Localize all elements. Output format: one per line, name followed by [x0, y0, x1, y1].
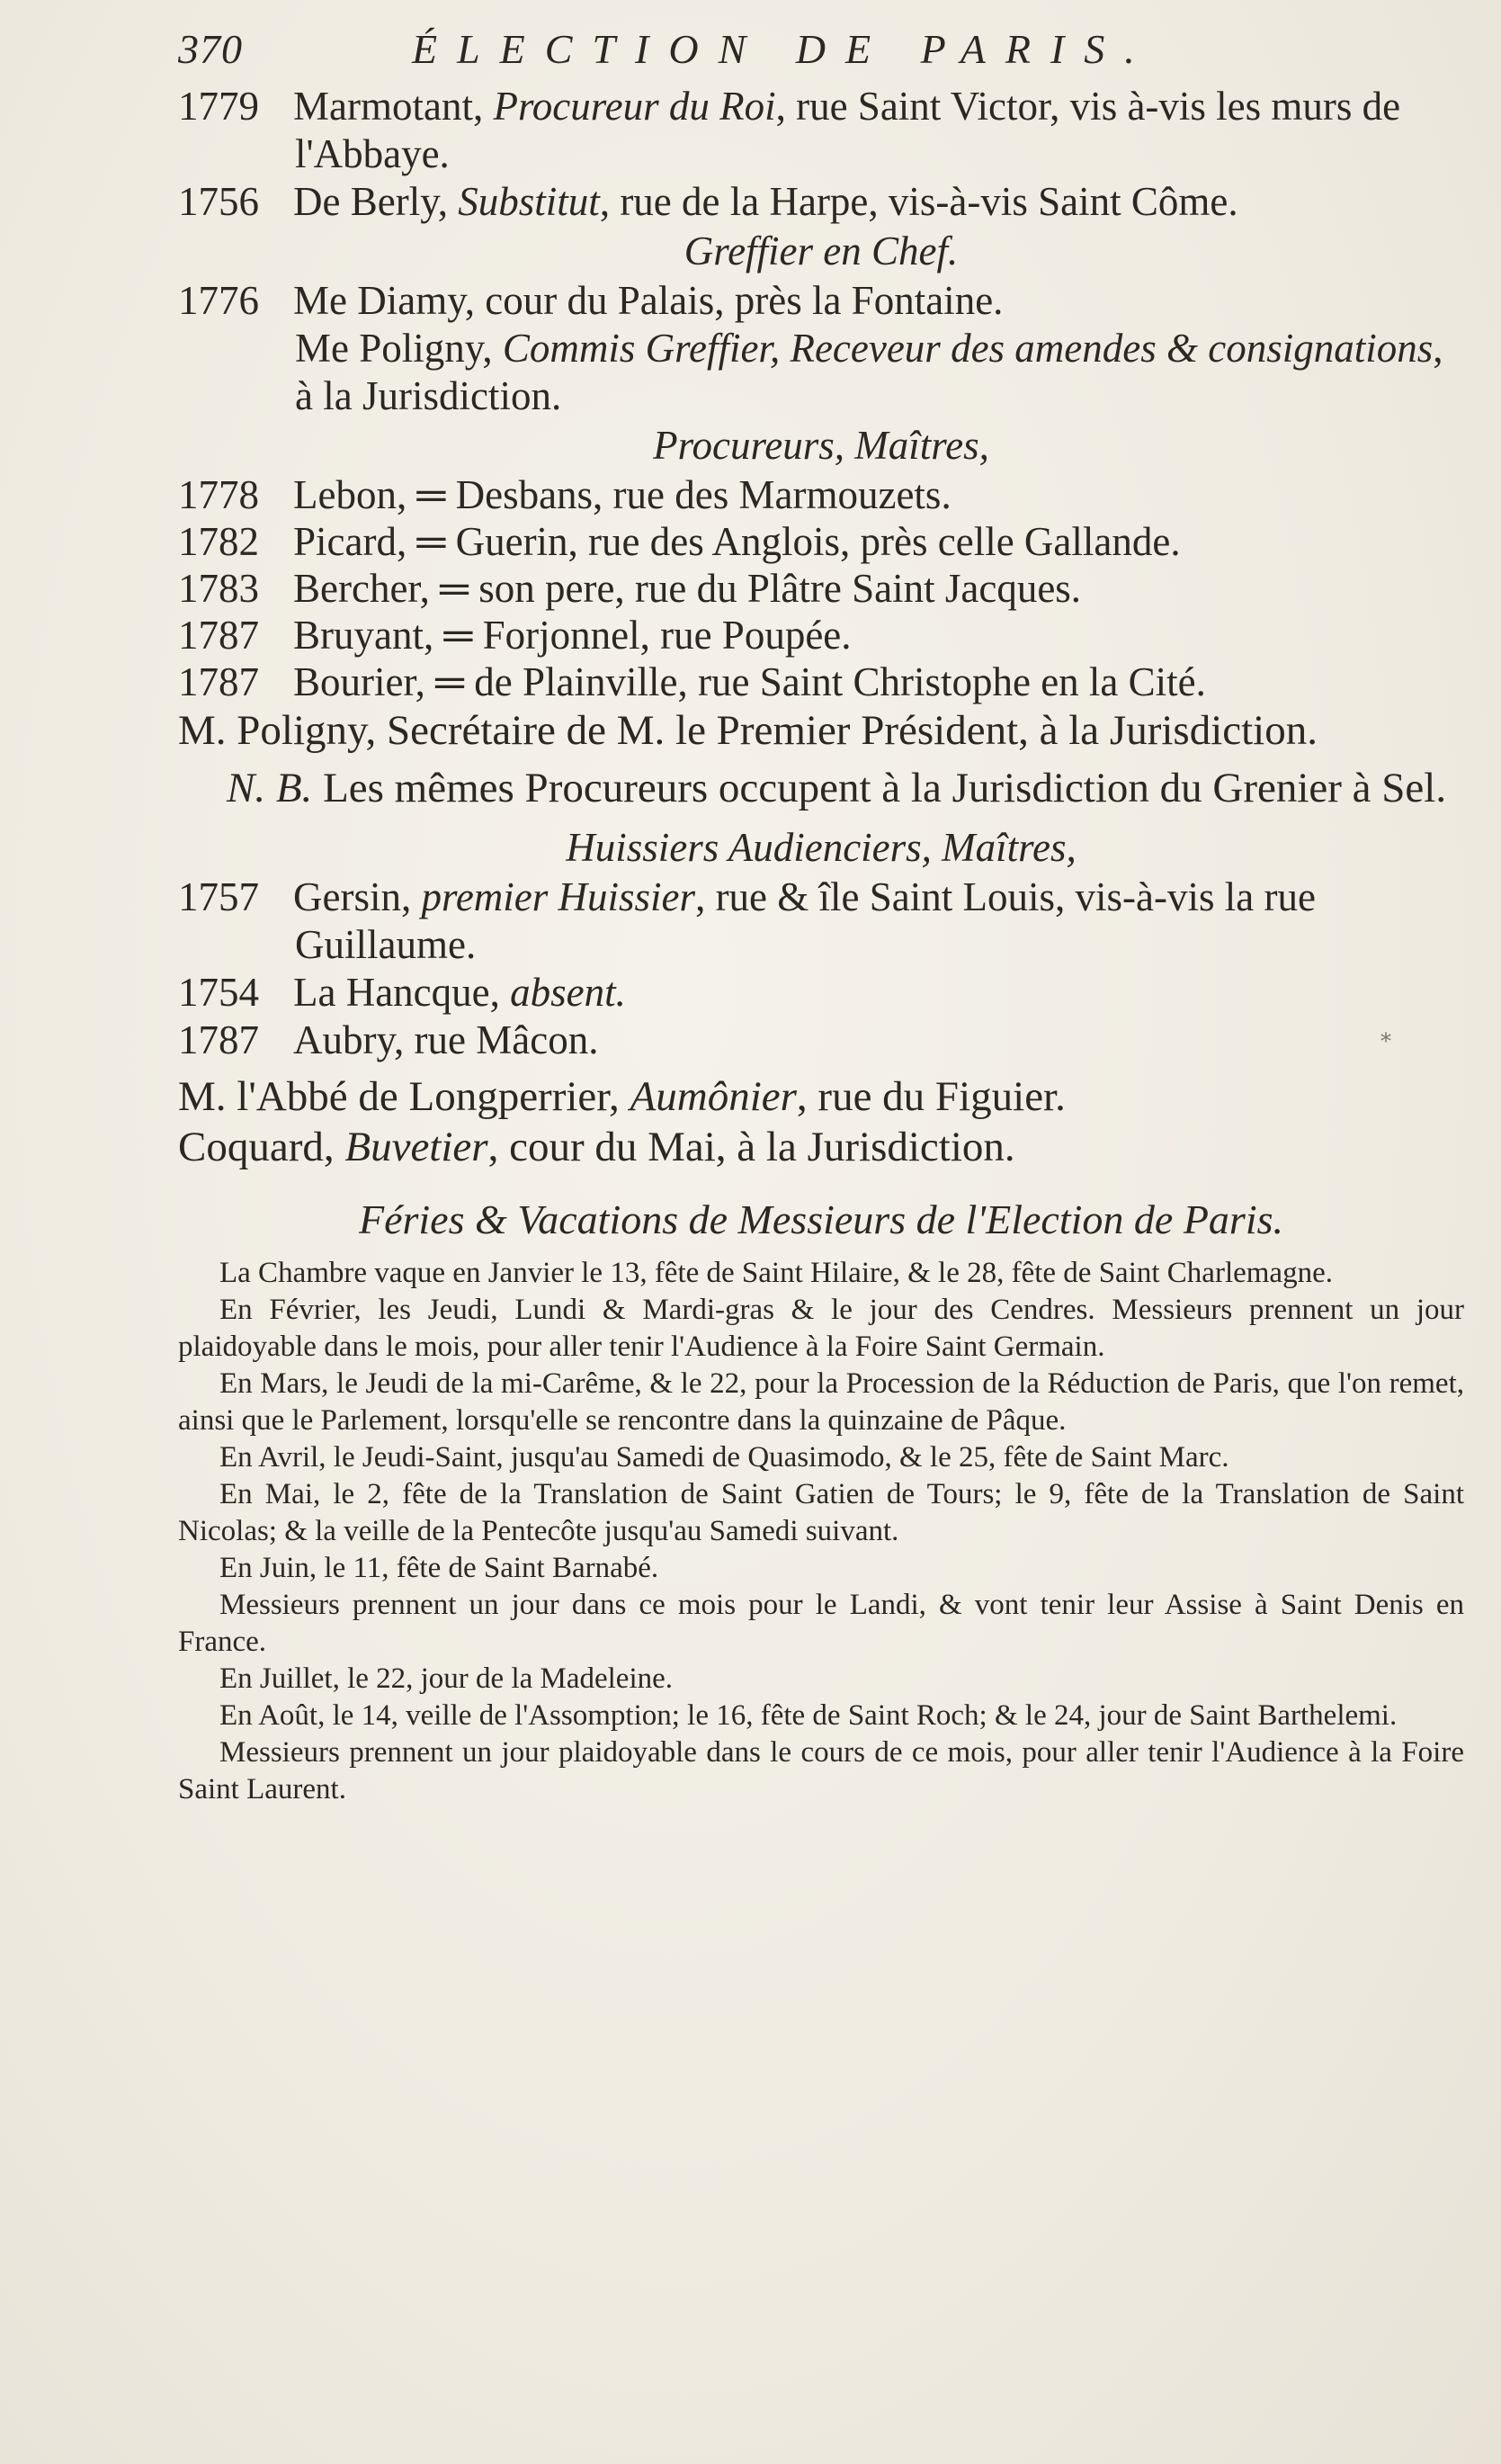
- entry-rest: , à la Jurisdiction.: [295, 326, 1443, 418]
- feries-paragraph: La Chambre vaque en Janvier le 13, fête de Saint Hilaire, & le 28, fête de Saint Charlemagne.: [219, 1257, 1333, 1289]
- entry-rest: , rue Saint Victor, vis à-vis les murs de l'Abbaye.: [295, 84, 1401, 176]
- huissiers-list: [178, 874, 1464, 1064]
- entry-year: 1783: [178, 566, 259, 611]
- content: [178, 25, 1464, 1808]
- running-head: ÉLECTION DE PARIS.: [412, 26, 1155, 72]
- feries-paragraph: Messieurs prennent un jour dans ce mois pour le Landi, & vont tenir leur Assise à Saint Denis en France.: [178, 1589, 1464, 1658]
- entry-text: Marmotant,: [293, 84, 494, 129]
- heading-greffier: Greffier en Chef.: [683, 228, 959, 273]
- entry-year: 1779: [178, 84, 259, 129]
- list-item: [178, 1017, 1464, 1064]
- entry-text: Bercher, ═ son pere, rue du Plâtre Saint Jacques.: [293, 566, 1082, 611]
- entry-text: M. l'Abbé de Longperrier,: [178, 1073, 630, 1120]
- entry-role: Aumônier: [630, 1073, 797, 1120]
- entry-text: Gersin,: [293, 874, 422, 919]
- feries-paragraph: Messieurs prennent un jour plaidoyable dans le cours de ce mois, pour aller tenir l'Audience à la Foire Saint Laurent.: [178, 1736, 1464, 1805]
- entry-year: 1778: [178, 472, 259, 517]
- list-item: [178, 612, 1464, 659]
- entry-secretaire: M. Poligny, Secrétaire de M. le Premier Président, à la Jurisdiction.: [178, 707, 1318, 754]
- entry-role: premier Huissier: [421, 874, 696, 919]
- feries-paragraph: En Avril, le Jeudi-Saint, jusqu'au Samedi de Quasimodo, & le 25, fête de Saint Marc.: [219, 1441, 1229, 1474]
- entry-role: Buvetier: [344, 1124, 488, 1170]
- entry-text: Me Diamy, cour du Palais, près la Fontaine.: [293, 278, 1004, 323]
- entry-year: 1754: [178, 970, 259, 1015]
- list-item: [178, 874, 1464, 969]
- feries-list: [178, 1255, 1464, 1808]
- entry-role: Procureur du Roi: [493, 84, 776, 129]
- entry-rest: , rue du Figuier.: [796, 1073, 1066, 1120]
- entry-rest: , rue & île Saint Louis, vis-à-vis la rue Guillaume.: [295, 874, 1316, 967]
- entry-text: Bourier, ═ de Plainville, rue Saint Christophe en la Cité.: [293, 659, 1206, 704]
- list-item: [178, 565, 1464, 612]
- feries-paragraph: En Juillet, le 22, jour de la Madeleine.: [219, 1662, 674, 1695]
- feries-paragraph: En Mars, le Jeudi de la mi-Carême, & le 22, pour la Procession de la Réduction de Paris, que l'on remet, ainsi que le Parlement, lorsqu'elle se rencontre dans la quinzaine de Pâque.: [178, 1367, 1464, 1437]
- entry-text: Lebon, ═ Desbans, rue des Marmouzets.: [293, 472, 952, 517]
- entry-greffier: [178, 277, 1464, 325]
- feries-paragraph: En Juin, le 11, fête de Saint Barnabé.: [219, 1552, 659, 1584]
- feries-paragraph: En Mai, le 2, fête de la Translation de Saint Gatien de Tours; le 9, fête de la Translation de Saint Nicolas; & la veille de la Pentecôte jusqu'au Samedi suivant.: [178, 1478, 1464, 1547]
- entry-year: 1782: [178, 519, 259, 564]
- entry-text: Coquard,: [178, 1124, 345, 1170]
- nota-bene: [178, 763, 1464, 813]
- entry-aumonier: [178, 1071, 1464, 1122]
- entry-rest: , rue de la Harpe, vis-à-vis Saint Côme.: [599, 179, 1238, 224]
- heading-huissiers: Huissiers Audienciers, Maîtres,: [566, 825, 1077, 870]
- entry-text: Aubry, rue Mâcon.: [293, 1017, 599, 1062]
- list-item: [178, 659, 1464, 705]
- nota-bene-text: Les mêmes Procureurs occupent à la Jurisdiction du Grenier à Sel.: [312, 765, 1447, 811]
- entry-rest: , cour du Mai, à la Jurisdiction.: [487, 1124, 1015, 1170]
- entry-text: De Berly,: [293, 179, 459, 224]
- heading-feries: Féries & Vacations de Messieurs de l'Election de Paris.: [358, 1196, 1284, 1242]
- entry-role: Substitut: [458, 179, 600, 224]
- feries-paragraph: En Février, les Jeudi, Lundi & Mardi-gras & le jour des Cendres. Messieurs prennent un jour plaidoyable dans le mois, pour aller tenir l'Audience à la Foire Saint Germain.: [178, 1294, 1464, 1363]
- entry-role: Commis Greffier, Receveur des amendes & consignations: [502, 326, 1434, 371]
- list-item: [178, 471, 1464, 518]
- entry-text: La Hancque,: [293, 970, 511, 1015]
- entry-year: 1787: [178, 659, 259, 704]
- entry-text: Bruyant, ═ Forjonnel, rue Poupée.: [293, 613, 852, 658]
- entry-year: 1787: [178, 1017, 259, 1062]
- entry-procureur-du-roi: [178, 83, 1464, 178]
- entry-text: Me Poligny,: [295, 326, 503, 371]
- feries-paragraph: En Août, le 14, veille de l'Assomption; le 16, fête de Saint Roch; & le 24, jour de Saint Barthelemi.: [219, 1699, 1398, 1732]
- ornament-icon: ⁎: [1380, 1024, 1391, 1047]
- entry-buvetier: [178, 1122, 1464, 1172]
- entry-text: Picard, ═ Guerin, rue des Anglois, près celle Gallande.: [293, 519, 1181, 564]
- list-item: [178, 518, 1464, 565]
- entry-role: absent.: [510, 970, 626, 1015]
- list-item: [178, 969, 1464, 1017]
- procureurs-list: [178, 471, 1464, 705]
- entry-year: 1756: [178, 179, 259, 224]
- entry-year: 1757: [178, 874, 259, 919]
- page-header: [178, 25, 1464, 83]
- entry-year: 1787: [178, 613, 259, 658]
- entry-substitut: [178, 178, 1464, 226]
- nota-bene-label: N. B.: [227, 765, 313, 811]
- heading-procureurs: Procureurs, Maîtres,: [653, 423, 989, 468]
- page-number: 370: [178, 26, 243, 72]
- entry-year: 1776: [178, 278, 259, 323]
- entry-commis-greffier: [178, 325, 1464, 420]
